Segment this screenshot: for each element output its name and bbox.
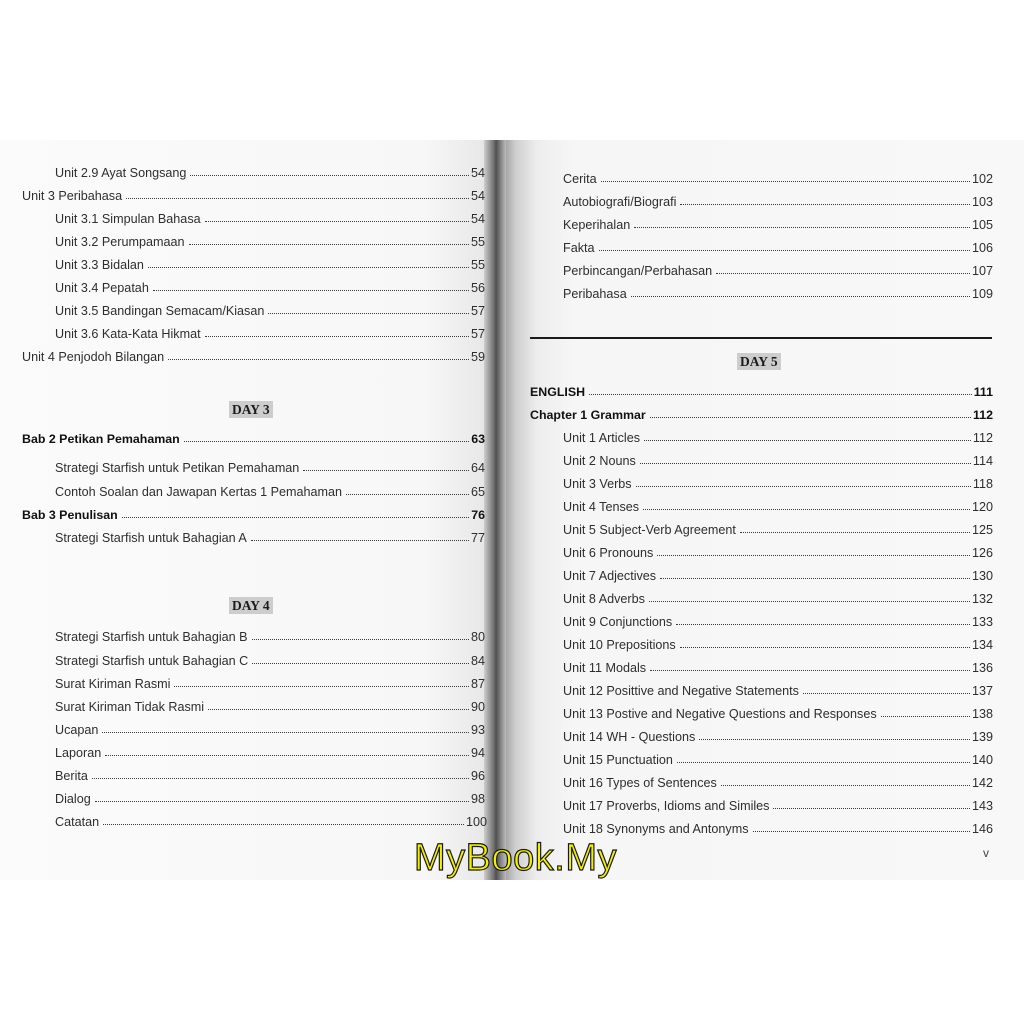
toc-entry-page: 134	[971, 638, 993, 652]
dot-leader	[636, 486, 971, 487]
toc-entry	[55, 252, 485, 272]
toc-entry-label: Unit 16 Types of Sentences	[563, 776, 717, 790]
toc-entry	[563, 816, 993, 836]
toc-entry	[563, 563, 993, 583]
toc-entry	[563, 189, 993, 209]
toc-entry-page: 57	[470, 327, 485, 341]
toc-entry	[563, 655, 993, 675]
toc-entry	[563, 609, 993, 629]
toc-entry-label: Berita	[55, 769, 88, 783]
toc-entry-label: Unit 2 Nouns	[563, 454, 636, 468]
toc-entry	[55, 740, 485, 760]
toc-entry-label: Unit 8 Adverbs	[563, 592, 645, 606]
toc-entry	[563, 770, 993, 790]
toc-entry-page: 84	[470, 654, 485, 668]
toc-entry-label: Unit 1 Articles	[563, 431, 640, 445]
toc-entry-page: 64	[470, 461, 485, 475]
toc-entry	[563, 678, 993, 698]
toc-entry-page: 59	[470, 350, 485, 364]
toc-entry-label: Catatan	[55, 815, 100, 829]
dot-leader	[303, 470, 469, 471]
dot-leader	[205, 221, 469, 222]
toc-entry	[563, 425, 993, 445]
toc-entry	[563, 724, 993, 744]
toc-entry-label: Contoh Soalan dan Jawapan Kertas 1 Pemahaman	[55, 485, 343, 499]
dot-leader	[803, 693, 970, 694]
dot-leader	[753, 831, 970, 832]
toc-entry-label: Unit 3.2 Perumpamaan	[55, 235, 185, 249]
toc-entry-label: Unit 14 WH - Questions	[563, 730, 696, 744]
toc-entry-page: 54	[470, 166, 485, 180]
toc-entry-page: 54	[470, 189, 485, 203]
toc-entry-page: 109	[971, 287, 993, 301]
toc-entry-page: 100	[465, 815, 487, 829]
toc-entry-page: 146	[971, 822, 993, 836]
toc-entry-page: 136	[971, 661, 993, 675]
page-number: v	[983, 846, 989, 860]
toc-entry-label: Unit 4 Tenses	[563, 500, 640, 514]
toc-entry-page: 102	[971, 172, 993, 186]
section-divider	[530, 337, 992, 339]
toc-entry-label: Unit 12 Posittive and Negative Statements	[563, 684, 799, 698]
toc-entry-label: Surat Kiriman Rasmi	[55, 677, 171, 691]
book-gutter	[484, 140, 506, 880]
toc-entry-page: 63	[471, 432, 485, 446]
dot-leader	[680, 647, 970, 648]
toc-entry-page: 107	[971, 264, 993, 278]
toc-chapter-entry	[530, 402, 993, 422]
toc-entry-page: 114	[972, 454, 993, 468]
toc-entry-page: 132	[971, 592, 993, 606]
dot-leader	[126, 198, 469, 199]
toc-entry	[55, 455, 485, 475]
toc-entry	[563, 494, 993, 514]
dot-leader	[153, 290, 469, 291]
toc-entry-label: Unit 3.4 Pepatah	[55, 281, 149, 295]
dot-leader	[189, 244, 469, 245]
day3-heading: DAY 3	[229, 401, 273, 418]
toc-entry-label: ENGLISH	[530, 385, 586, 399]
toc-entry-label: Bab 2 Petikan Pemahaman	[22, 432, 180, 446]
dot-leader	[649, 601, 970, 602]
toc-entry-label: Peribahasa	[563, 287, 627, 301]
dot-leader	[699, 739, 970, 740]
toc-entry	[563, 793, 993, 813]
toc-entry	[563, 235, 993, 255]
toc-entry-page: 125	[971, 523, 993, 537]
toc-chapter-entry	[530, 379, 993, 399]
toc-entry	[22, 183, 485, 203]
dot-leader	[640, 463, 971, 464]
toc-entry	[563, 281, 993, 301]
toc-entry	[563, 212, 993, 232]
toc-entry-label: Unit 3 Verbs	[563, 477, 632, 491]
toc-entry-page: 118	[972, 477, 993, 491]
toc-entry	[55, 298, 485, 318]
toc-entry-label: Unit 3.1 Simpulan Bahasa	[55, 212, 201, 226]
toc-entry-label: Unit 17 Proverbs, Idioms and Similes	[563, 799, 770, 813]
dot-leader	[122, 517, 469, 518]
dot-leader	[95, 801, 469, 802]
dot-leader	[589, 394, 972, 395]
toc-entry-page: 112	[972, 431, 993, 445]
dot-leader	[268, 313, 469, 314]
dot-leader	[599, 250, 970, 251]
toc-entry-label: Strategi Starfish untuk Bahagian B	[55, 630, 248, 644]
toc-entry	[563, 540, 993, 560]
dot-leader	[650, 417, 971, 418]
toc-entry-page: 138	[971, 707, 993, 721]
toc-entry	[55, 275, 485, 295]
toc-entry-page: 106	[971, 241, 993, 255]
toc-entry-label: Unit 11 Modals	[563, 661, 647, 675]
dot-leader	[92, 778, 469, 779]
toc-entry-page: 65	[470, 485, 485, 499]
dot-leader	[174, 686, 469, 687]
toc-entry-page: 130	[971, 569, 993, 583]
toc-entry-label: Bab 3 Penulisan	[22, 508, 118, 522]
toc-entry-page: 76	[471, 508, 485, 522]
toc-entry-page: 93	[470, 723, 485, 737]
toc-entry-label: Unit 6 Pronouns	[563, 546, 654, 560]
toc-entry-label: Unit 4 Penjodoh Bilangan	[22, 350, 165, 364]
dot-leader	[657, 555, 970, 556]
toc-entry-page: 96	[470, 769, 485, 783]
dot-leader	[102, 732, 469, 733]
toc-entry-page: 77	[470, 531, 485, 545]
toc-entry-label: Strategi Starfish untuk Bahagian A	[55, 531, 247, 545]
toc-entry	[563, 747, 993, 767]
toc-chapter-entry	[22, 426, 485, 446]
toc-entry-label: Unit 3.3 Bidalan	[55, 258, 144, 272]
dot-leader	[148, 267, 469, 268]
dot-leader	[208, 709, 469, 710]
toc-entry-label: Perbincangan/Perbahasan	[563, 264, 713, 278]
toc-entry	[55, 525, 485, 545]
toc-entry-page: 140	[971, 753, 993, 767]
dot-leader	[252, 639, 469, 640]
toc-entry	[563, 166, 993, 186]
toc-entry-page: 87	[470, 677, 485, 691]
toc-entry	[55, 786, 485, 806]
toc-entry-label: Unit 3 Peribahasa	[22, 189, 123, 203]
dot-leader	[103, 824, 464, 825]
toc-entry-page: 55	[470, 235, 485, 249]
watermark-text: MyBook.My	[414, 837, 617, 879]
toc-entry-page: 94	[470, 746, 485, 760]
toc-entry	[55, 624, 485, 644]
toc-entry-label: Strategi Starfish untuk Petikan Pemahaman	[55, 461, 300, 475]
dot-leader	[184, 441, 470, 442]
toc-entry	[55, 321, 485, 341]
toc-entry-label: Keperihalan	[563, 218, 631, 232]
toc-entry	[563, 448, 993, 468]
dot-leader	[346, 494, 469, 495]
toc-entry	[563, 517, 993, 537]
toc-entry	[22, 344, 485, 364]
dot-leader	[251, 540, 469, 541]
toc-entry-label: Unit 3.6 Kata-Kata Hikmat	[55, 327, 201, 341]
dot-leader	[721, 785, 970, 786]
toc-entry	[55, 160, 485, 180]
toc-entry-page: 139	[971, 730, 993, 744]
dot-leader	[676, 624, 970, 625]
toc-entry	[55, 648, 485, 668]
toc-entry-label: Strategi Starfish untuk Bahagian C	[55, 654, 249, 668]
dot-leader	[105, 755, 469, 756]
toc-entry-label: Unit 10 Prepositions	[563, 638, 676, 652]
toc-entry	[563, 258, 993, 278]
dot-leader	[881, 716, 970, 717]
dot-leader	[190, 175, 469, 176]
day5-heading: DAY 5	[737, 353, 781, 370]
toc-entry	[55, 671, 485, 691]
toc-entry-page: 105	[971, 218, 993, 232]
dot-leader	[773, 808, 970, 809]
dot-leader	[205, 336, 469, 337]
toc-entry	[563, 701, 993, 721]
dot-leader	[252, 663, 469, 664]
toc-entry-label: Unit 18 Synonyms and Antonyms	[563, 822, 749, 836]
toc-entry-page: 55	[470, 258, 485, 272]
toc-entry-label: Laporan	[55, 746, 102, 760]
toc-entry-page: 142	[971, 776, 993, 790]
toc-entry-page: 98	[470, 792, 485, 806]
toc-entry-label: Chapter 1 Grammar	[530, 408, 646, 422]
dot-leader	[677, 762, 970, 763]
toc-entry	[563, 586, 993, 606]
dot-leader	[634, 227, 970, 228]
toc-entry	[55, 763, 485, 783]
toc-entry-label: Cerita	[563, 172, 597, 186]
toc-entry	[55, 229, 485, 249]
toc-entry	[55, 717, 485, 737]
toc-entry-page: 137	[971, 684, 993, 698]
toc-entry-page: 126	[971, 546, 993, 560]
toc-entry-label: Unit 9 Conjunctions	[563, 615, 673, 629]
toc-entry-page: 90	[470, 700, 485, 714]
toc-entry-label: Fakta	[563, 241, 595, 255]
day4-heading: DAY 4	[229, 597, 273, 614]
toc-entry-label: Unit 7 Adjectives	[563, 569, 657, 583]
toc-chapter-entry	[22, 502, 485, 522]
dot-leader	[716, 273, 970, 274]
toc-entry-label: Unit 2.9 Ayat Songsang	[55, 166, 187, 180]
toc-entry-page: 112	[973, 408, 993, 422]
toc-entry	[55, 206, 485, 226]
toc-entry-label: Unit 13 Postive and Negative Questions and Responses	[563, 707, 877, 721]
toc-entry	[55, 479, 485, 499]
toc-entry-label: Unit 5 Subject-Verb Agreement	[563, 523, 736, 537]
toc-entry-label: Autobiografi/Biografi	[563, 195, 677, 209]
dot-leader	[680, 204, 970, 205]
dot-leader	[643, 509, 970, 510]
toc-entry-page: 111	[973, 385, 993, 399]
toc-entry-label: Ucapan	[55, 723, 99, 737]
toc-entry-page: 80	[470, 630, 485, 644]
toc-entry-page: 120	[971, 500, 993, 514]
toc-entry-page: 57	[470, 304, 485, 318]
dot-leader	[660, 578, 970, 579]
toc-entry-page: 143	[971, 799, 993, 813]
toc-entry-page: 133	[971, 615, 993, 629]
toc-entry-label: Unit 15 Punctuation	[563, 753, 673, 767]
toc-entry	[55, 694, 485, 714]
toc-entry-label: Surat Kiriman Tidak Rasmi	[55, 700, 205, 714]
toc-entry	[563, 471, 993, 491]
dot-leader	[644, 440, 971, 441]
dot-leader	[601, 181, 970, 182]
toc-entry-label: Unit 3.5 Bandingan Semacam/Kiasan	[55, 304, 265, 318]
dot-leader	[740, 532, 970, 533]
toc-entry-page: 56	[470, 281, 485, 295]
toc-entry-label: Dialog	[55, 792, 91, 806]
dot-leader	[650, 670, 970, 671]
dot-leader	[168, 359, 469, 360]
dot-leader	[631, 296, 970, 297]
toc-entry	[563, 632, 993, 652]
toc-entry-page: 103	[971, 195, 993, 209]
toc-entry	[55, 809, 487, 829]
toc-entry-page: 54	[470, 212, 485, 226]
